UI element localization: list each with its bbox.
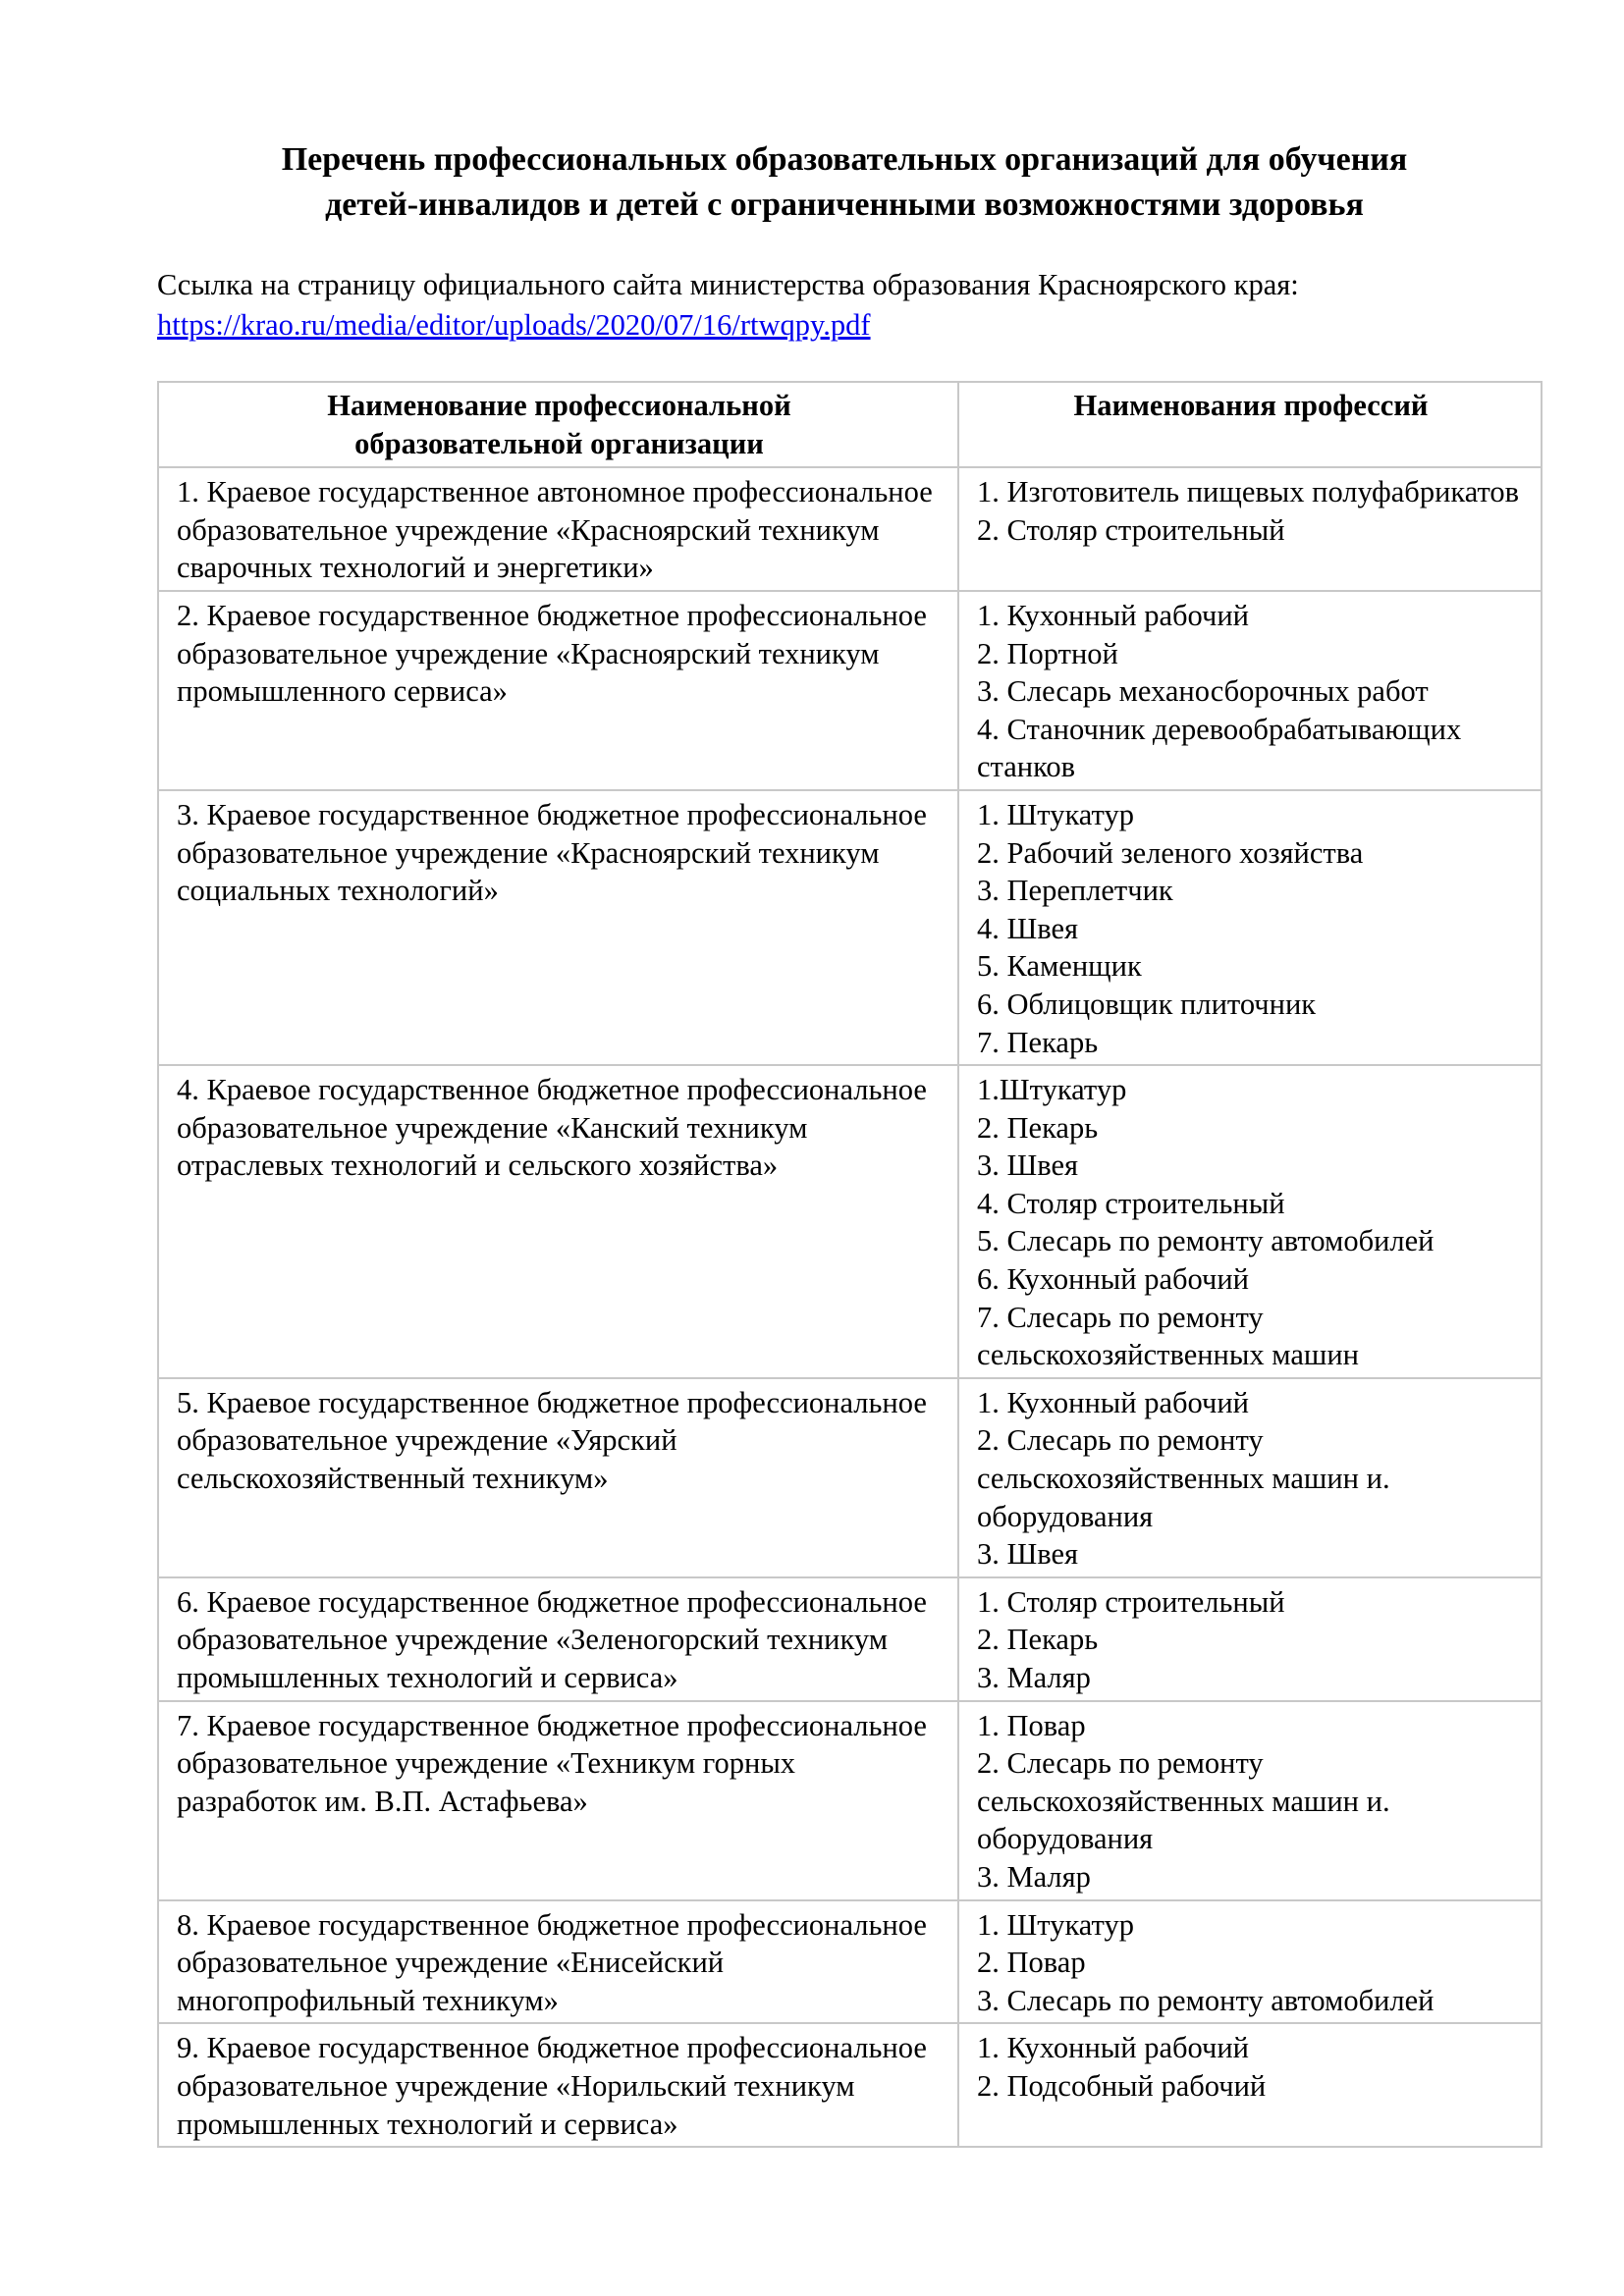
organization-cell: 9. Краевое государственное бюджетное профессиональное образовательное учреждение «Норильский техникум промышленных технологий и сервиса» (159, 2022, 959, 2146)
profession-item: 4. Столяр строительный (977, 1186, 1285, 1220)
source-link[interactable]: https://krao.ru/media/editor/uploads/2020/07/16/rtwqpy.pdf (157, 308, 871, 342)
profession-item: 2. Столяр строительный (977, 512, 1285, 547)
profession-item: 1. Кухонный рабочий (977, 598, 1249, 632)
profession-item: 5. Каменщик (977, 949, 1142, 984)
organization-cell: 6. Краевое государственное бюджетное профессиональное образовательное учреждение «Зеленогорский техникум промышленных технологий и сервиса» (159, 1576, 959, 1700)
profession-item: 1. Изготовитель пищевых полуфабрикатов (977, 475, 1520, 509)
profession-item: 1. Штукатур (977, 797, 1134, 831)
professions-cell (959, 590, 1541, 789)
table-row (159, 2022, 1541, 2146)
profession-item: 2. Подсобный рабочий (977, 2068, 1267, 2103)
professions-cell (959, 1899, 1541, 2023)
profession-item: 7. Слесарь по ремонту сельскохозяйственных машин (977, 1300, 1360, 1372)
intro-text: Ссылка на страницу официального сайта министерства образования Красноярского края: (157, 268, 1299, 301)
table-row (159, 466, 1541, 590)
header-organization: Наименование профессиональной образовательной организации (159, 383, 959, 466)
professions-cell (959, 1700, 1541, 1899)
organization-cell: 4. Краевое государственное бюджетное профессиональное образовательное учреждение «Канский техникум отраслевых технологий и сельского хозяйства» (159, 1064, 959, 1377)
profession-item: 2. Пекарь (977, 1110, 1099, 1145)
profession-item: 3. Маляр (977, 1661, 1091, 1694)
profession-item: 2. Слесарь по ремонту сельскохозяйственных машин и. оборудования (977, 1423, 1390, 1533)
profession-item: 1. Кухонный рабочий (977, 1385, 1249, 1419)
organization-cell: 1. Краевое государственное автономное профессиональное образовательное учреждение «Красноярский техникум сварочных технологий и энергетики» (159, 466, 959, 590)
profession-item: 3. Маляр (977, 1859, 1091, 1894)
profession-item: 2. Пекарь (977, 1623, 1099, 1657)
profession-item: 2. Слесарь по ремонту сельскохозяйственных машин и. оборудования (977, 1746, 1390, 1856)
profession-item: 1. Кухонный рабочий (977, 2031, 1249, 2065)
profession-item: 1. Штукатур (977, 1907, 1134, 1942)
profession-item: 1. Столяр строительный (977, 1584, 1285, 1619)
organizations-table (157, 381, 1543, 2148)
professions-cell (959, 789, 1541, 1064)
professions-cell (959, 1377, 1541, 1576)
professions-cell (959, 466, 1541, 590)
profession-item: 3. Переплетчик (977, 874, 1173, 908)
title-line: детей-инвалидов и детей с ограниченными возможностями здоровья (325, 187, 1364, 223)
table-row (159, 590, 1541, 789)
profession-item: 4. Швея (977, 911, 1079, 945)
profession-item: 2. Портной (977, 636, 1118, 670)
profession-item: 6. Кухонный рабочий (977, 1262, 1249, 1297)
organization-cell: 3. Краевое государственное бюджетное профессиональное образовательное учреждение «Красноярский техникум социальных технологий» (159, 789, 959, 1064)
profession-item: 7. Пекарь (977, 1025, 1099, 1059)
profession-item: 4. Станочник деревообрабатывающих станков (977, 712, 1462, 784)
profession-item: 6. Облицовщик плиточник (977, 987, 1317, 1021)
professions-cell (959, 2022, 1541, 2146)
organization-cell: 7. Краевое государственное бюджетное профессиональное образовательное учреждение «Техникум горных разработок им. В.П. Астафьева» (159, 1700, 959, 1899)
table-row (159, 1700, 1541, 1899)
organization-cell: 2. Краевое государственное бюджетное профессиональное образовательное учреждение «Красноярский техникум промышленного сервиса» (159, 590, 959, 789)
profession-item: 3. Слесарь механосборочных работ (977, 674, 1429, 709)
document-title (157, 137, 1532, 228)
professions-cell (959, 1064, 1541, 1377)
table-row (159, 1576, 1541, 1700)
profession-item: 3. Слесарь по ремонту автомобилей (977, 1983, 1435, 2017)
profession-item: 1.Штукатур (977, 1073, 1127, 1107)
table-row (159, 1377, 1541, 1576)
table-row (159, 1899, 1541, 2023)
organization-cell: 5. Краевое государственное бюджетное профессиональное образовательное учреждение «Уярский сельскохозяйственный техникум» (159, 1377, 959, 1576)
organization-cell: 8. Краевое государственное бюджетное профессиональное образовательное учреждение «Енисейский многопрофильный техникум» (159, 1899, 959, 2023)
source-reference (157, 265, 1551, 346)
title-line: Перечень профессиональных образовательных организаций для обучения (281, 141, 1408, 178)
profession-item: 5. Слесарь по ремонту автомобилей (977, 1224, 1435, 1258)
table-row (159, 789, 1541, 1064)
professions-cell (959, 1576, 1541, 1700)
profession-item: 1. Повар (977, 1708, 1086, 1742)
table-row (159, 1064, 1541, 1377)
table-header-row (159, 383, 1541, 466)
profession-item: 3. Швея (977, 1537, 1079, 1572)
profession-item: 2. Повар (977, 1946, 1086, 1980)
profession-item: 2. Рабочий зеленого хозяйства (977, 835, 1364, 870)
profession-item: 3. Швея (977, 1148, 1079, 1183)
header-professions: Наименования профессий (1073, 389, 1429, 422)
